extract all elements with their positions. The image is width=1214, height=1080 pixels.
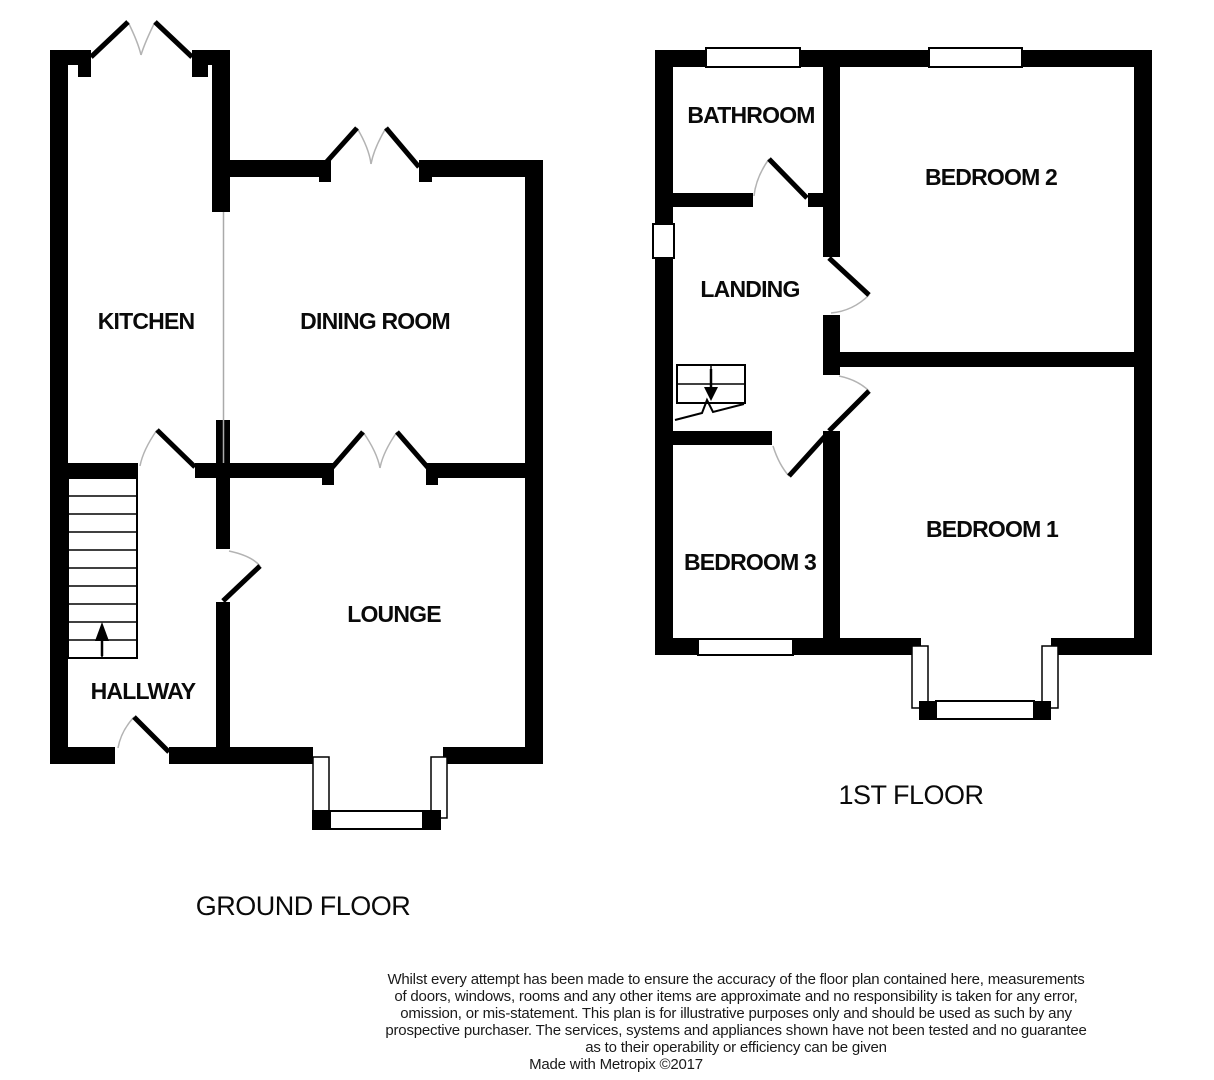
disclaimer-line: of doors, windows, rooms and any other items are approximate and no responsibility is taken for any error, [394,988,1078,1005]
staircase-down [675,365,745,420]
bathroom-window [706,48,800,67]
hallway-lounge-door [223,551,260,601]
disclaimer-line: as to their operability or efficiency can be given [585,1039,887,1056]
room-label-lounge: LOUNGE [347,601,441,627]
bedroom2-door [829,258,869,313]
room-label-dining-room: DINING ROOM [300,308,450,334]
bedroom1-door [829,376,869,431]
staircase-up [68,478,137,658]
dining-room-double-door [322,128,419,167]
bathroom-door [754,159,807,198]
ground-floor-plan [50,22,543,921]
first-floor-label: 1ST FLOOR [838,780,984,810]
room-label-bedroom3: BEDROOM 3 [683,549,817,575]
front-door [118,717,169,752]
first-floor-plan [653,48,1152,810]
bedroom3-window [698,639,793,655]
room-label-bedroom1: BEDROOM 1 [925,516,1059,542]
landing-side-window [653,224,674,258]
bedroom3-door [773,434,827,476]
disclaimer-text [380,971,1092,1056]
room-label-hallway: HALLWAY [90,678,196,704]
disclaimer-line: Whilst every attempt has been made to ensure the accuracy of the floor plan contained here, measurements [387,971,1085,988]
disclaimer-line: prospective purchaser. The services, systems and appliances shown have not been tested and no guarantee [385,1022,1087,1039]
room-label-bedroom2: BEDROOM 2 [924,164,1058,190]
bedroom2-window [929,48,1022,67]
ground-floor-label: GROUND FLOOR [195,891,411,921]
room-label-landing: LANDING [700,276,800,302]
room-label-kitchen: KITCHEN [97,308,195,334]
room-label-bathroom: BATHROOM [687,102,815,128]
lounge-double-door [330,432,430,470]
bedroom1-bay-window [912,646,1058,720]
kitchen-back-double-door [91,22,192,57]
disclaimer-line: omission, or mis-statement. This plan is for illustrative purposes only and should be used as such by any [400,1005,1072,1022]
lounge-bay-window [312,757,447,830]
hallway-kitchen-door [140,430,195,467]
metropix-credit: Made with Metropix ©2017 [529,1056,703,1073]
